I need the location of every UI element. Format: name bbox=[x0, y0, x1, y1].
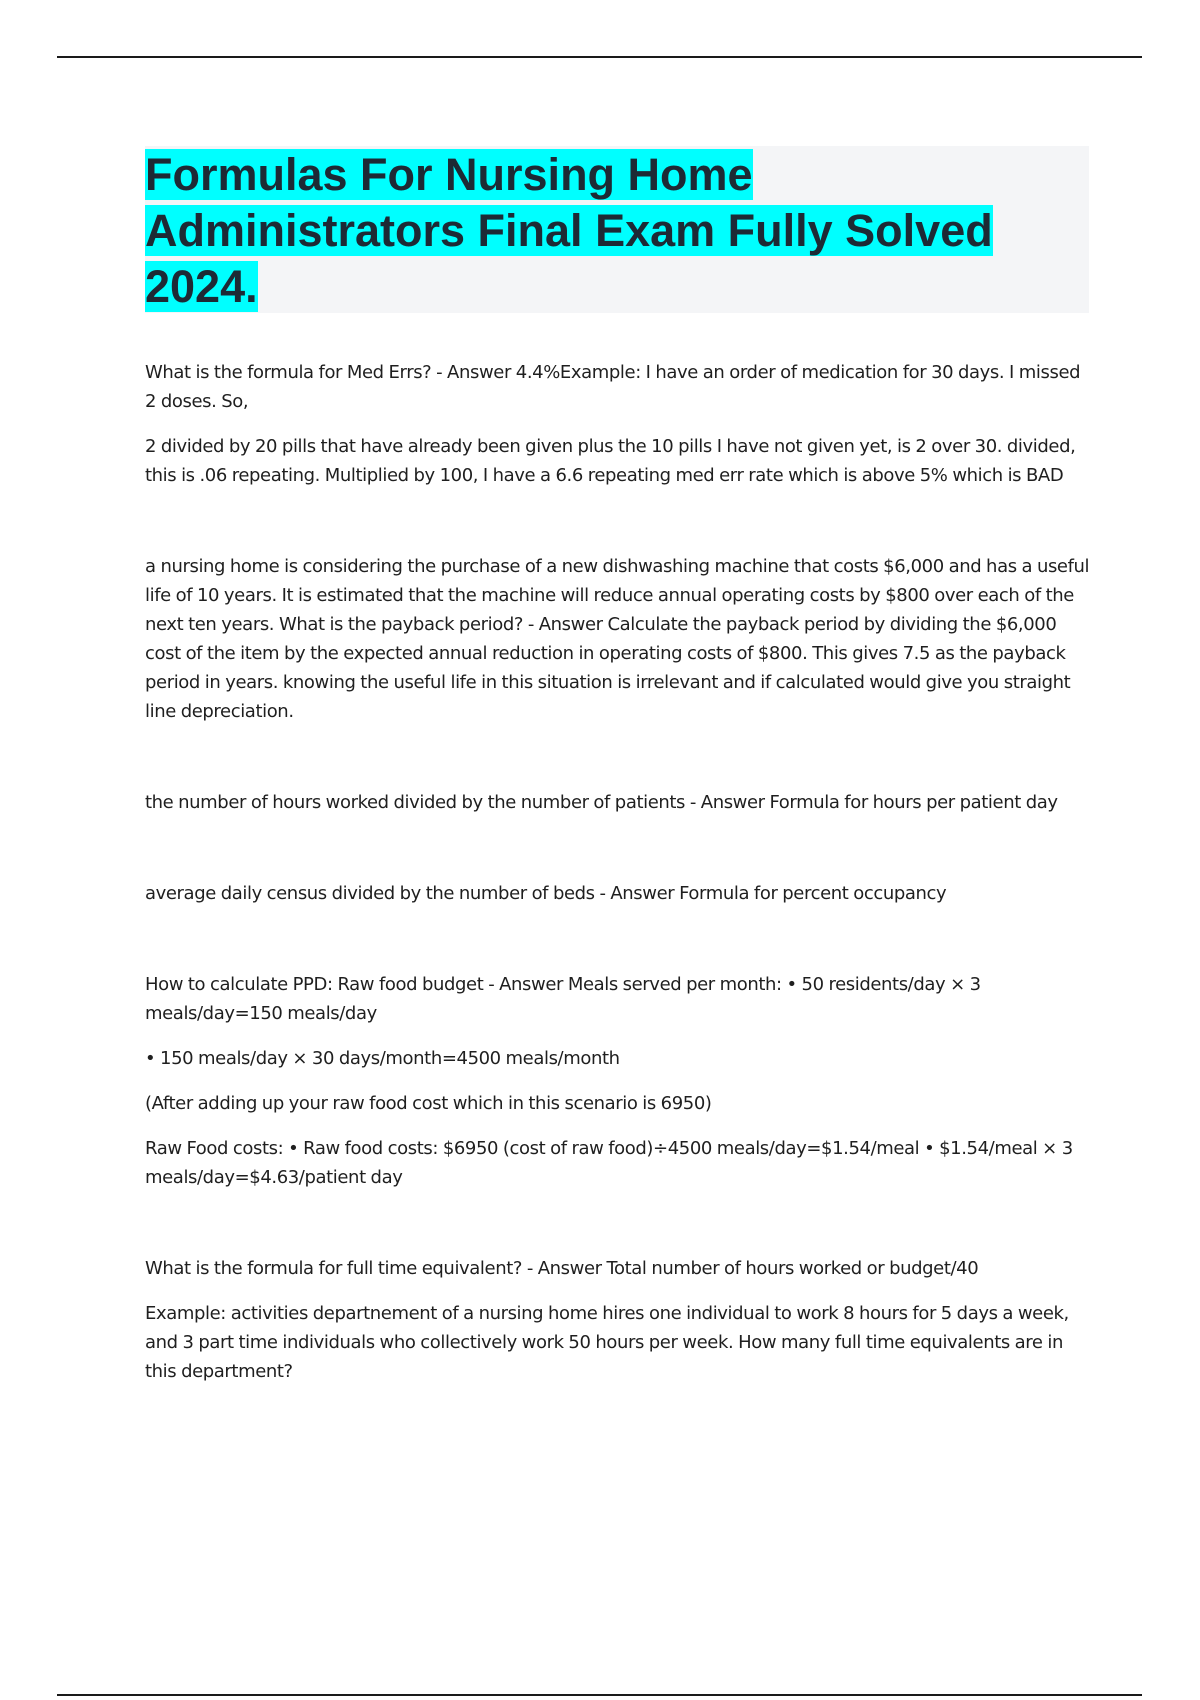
qa-med-errs-question: What is the formula for Med Errs? - Answer 4.4%Example: I have an order of medication for 30 days. I missed 2 doses. So, bbox=[145, 362, 1081, 412]
qa-hours-per-patient-day: the number of hours worked divided by the number of patients - Answer Formula for hours per patient day bbox=[145, 792, 1058, 813]
title-line-2: Administrators Final Exam Fully Solved bbox=[145, 205, 993, 256]
qa-med-errs-explanation: 2 divided by 20 pills that have already been given plus the 10 pills I have not given yet, is 2 over 30. divided, this is .06 repeating. Multiplied by 100, I have a 6.6 repeating med err rate which is above 5% which is BAD bbox=[145, 436, 1076, 486]
ppd-meals-per-month: • 150 meals/day × 30 days/month=4500 meals/month bbox=[145, 1048, 620, 1069]
document-title bbox=[145, 146, 1089, 315]
title-line-1: Formulas For Nursing Home bbox=[145, 149, 753, 200]
qa-ppd-raw-food: How to calculate PPD: Raw food budget - Answer Meals served per month: • 50 residents/day × 3 meals/day=150 meals/day bbox=[145, 974, 981, 1024]
fte-example: Example: activities departnement of a nursing home hires one individual to work 8 hours for 5 days a week, and 3 part time individuals who collectively work 50 hours per week. How many full time equivalents are in this department? bbox=[145, 1303, 1069, 1382]
bottom-rule bbox=[57, 1694, 1142, 1696]
title-block bbox=[145, 146, 1089, 313]
document-body bbox=[145, 358, 1093, 1386]
qa-percent-occupancy: average daily census divided by the number of beds - Answer Formula for percent occupancy bbox=[145, 883, 947, 904]
qa-full-time-equivalent: What is the formula for full time equivalent? - Answer Total number of hours worked or budget/40 bbox=[145, 1258, 979, 1279]
ppd-raw-food-cost-note: (After adding up your raw food cost which in this scenario is 6950) bbox=[145, 1093, 712, 1114]
top-rule bbox=[57, 56, 1142, 58]
ppd-raw-food-costs: Raw Food costs: • Raw food costs: $6950 (cost of raw food)÷4500 meals/day=$1.54/meal • $1.54/meal × 3 meals/day=$4.63/patient day bbox=[145, 1138, 1073, 1188]
qa-payback-period: a nursing home is considering the purchase of a new dishwashing machine that costs $6,000 and has a useful life of 10 years. It is estimated that the machine will reduce annual operating costs by $800 over each of the next ten years. What is the payback period? - Answer Calculate the payback period by dividing the $6,000 cost of the item by the expected annual reduction in operating costs of $800. This gives 7.5 as the payback period in years. knowing the useful life in this situation is irrelevant and if calculated would give you straight line depreciation. bbox=[145, 556, 1090, 722]
title-line-3: 2024. bbox=[145, 261, 258, 312]
